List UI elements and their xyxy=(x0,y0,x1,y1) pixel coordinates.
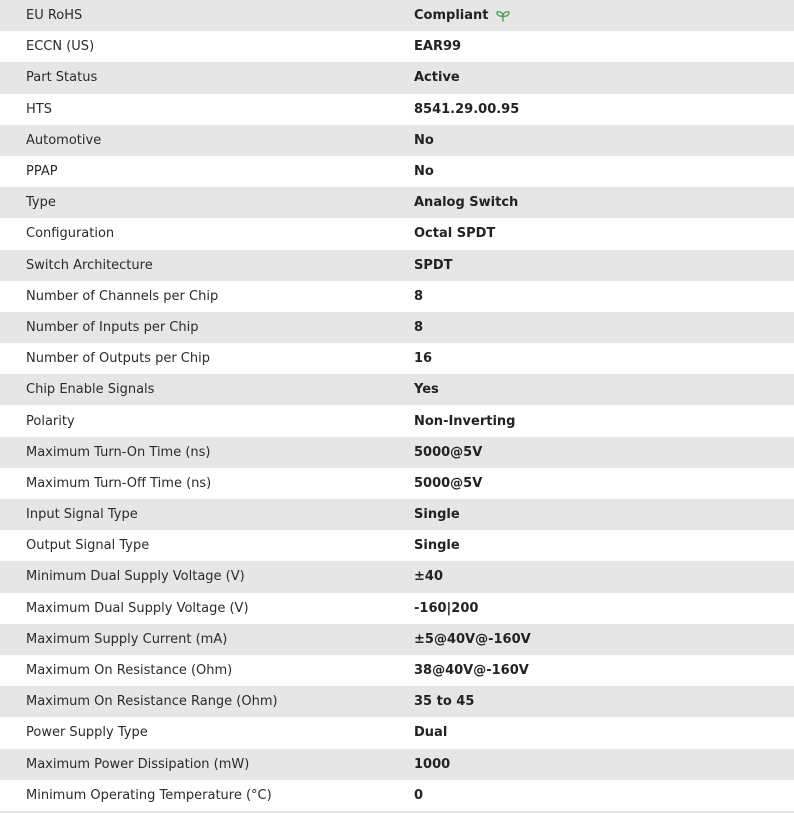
spec-label: EU RoHS xyxy=(26,8,83,24)
spec-label: Input Signal Type xyxy=(26,507,138,523)
spec-row xyxy=(0,94,794,125)
spec-label: Minimum Dual Supply Voltage (V) xyxy=(26,569,245,585)
spec-row xyxy=(0,250,794,281)
spec-value: 38@40V@-160V xyxy=(414,663,529,679)
spec-label: Maximum Supply Current (mA) xyxy=(26,631,228,647)
spec-label: Maximum Turn-Off Time (ns) xyxy=(26,475,212,491)
spec-row xyxy=(0,530,794,561)
spec-value: Analog Switch xyxy=(414,195,519,211)
spec-row xyxy=(0,374,794,405)
spec-row xyxy=(0,31,794,62)
spec-label: Configuration xyxy=(26,226,115,242)
spec-value: Octal SPDT xyxy=(414,226,496,242)
spec-label: Type xyxy=(26,195,56,211)
spec-value: Single xyxy=(414,507,460,523)
spec-value: 8 xyxy=(414,288,424,304)
spec-row xyxy=(0,125,794,156)
spec-value: No xyxy=(414,132,434,148)
spec-row xyxy=(0,624,794,655)
spec-label: Maximum On Resistance (Ohm) xyxy=(26,663,233,679)
spec-value-text: Compliant xyxy=(414,8,489,24)
spec-row xyxy=(0,780,794,811)
spec-row xyxy=(0,593,794,624)
spec-value: 0 xyxy=(414,787,424,803)
spec-row xyxy=(0,468,794,499)
spec-label: Polarity xyxy=(26,413,75,429)
spec-label: Maximum On Resistance Range (Ohm) xyxy=(26,694,278,710)
spec-value: 1000 xyxy=(414,756,451,772)
table-bottom-divider xyxy=(0,811,794,813)
spec-row xyxy=(0,561,794,592)
spec-value: 35 to 45 xyxy=(414,694,475,710)
spec-label: Number of Outputs per Chip xyxy=(26,351,210,367)
spec-label: Chip Enable Signals xyxy=(26,382,155,398)
eco-leaf-icon xyxy=(496,10,510,22)
spec-value: 16 xyxy=(414,351,433,367)
spec-label: Automotive xyxy=(26,132,102,148)
spec-label: Minimum Operating Temperature (°C) xyxy=(26,787,272,803)
spec-label: ECCN (US) xyxy=(26,39,95,55)
spec-label: Switch Architecture xyxy=(26,257,153,273)
spec-row xyxy=(0,343,794,374)
spec-row xyxy=(0,437,794,468)
spec-row xyxy=(0,686,794,717)
spec-row xyxy=(0,405,794,436)
spec-row xyxy=(0,499,794,530)
spec-label: Part Status xyxy=(26,70,98,86)
spec-label: Output Signal Type xyxy=(26,538,150,554)
spec-value: EAR99 xyxy=(414,39,462,55)
spec-value: Non-Inverting xyxy=(414,413,516,429)
spec-value: Single xyxy=(414,538,460,554)
spec-label: Maximum Turn-On Time (ns) xyxy=(26,444,211,460)
spec-row xyxy=(0,156,794,187)
spec-label: Number of Inputs per Chip xyxy=(26,319,199,335)
spec-value: -160|200 xyxy=(414,600,479,616)
spec-row xyxy=(0,749,794,780)
spec-value: 8 xyxy=(414,319,424,335)
spec-row xyxy=(0,62,794,93)
spec-row xyxy=(0,655,794,686)
spec-value: 8541.29.00.95 xyxy=(414,101,520,117)
spec-value: Active xyxy=(414,70,460,86)
spec-value xyxy=(414,8,510,23)
spec-label: HTS xyxy=(26,101,52,117)
spec-value: SPDT xyxy=(414,257,453,273)
spec-row xyxy=(0,187,794,218)
spec-label: Number of Channels per Chip xyxy=(26,288,219,304)
spec-label: Maximum Power Dissipation (mW) xyxy=(26,756,250,772)
spec-row xyxy=(0,0,794,31)
spec-value: 5000@5V xyxy=(414,475,483,491)
spec-value: Yes xyxy=(414,382,439,398)
spec-label: PPAP xyxy=(26,164,58,180)
spec-value: No xyxy=(414,164,434,180)
spec-value: ±40 xyxy=(414,569,443,585)
spec-row xyxy=(0,717,794,748)
spec-value: 5000@5V xyxy=(414,444,483,460)
spec-row xyxy=(0,218,794,249)
spec-value: Dual xyxy=(414,725,448,741)
spec-value: ±5@40V@-160V xyxy=(414,631,531,647)
spec-label: Power Supply Type xyxy=(26,725,148,741)
spec-row xyxy=(0,281,794,312)
spec-row xyxy=(0,312,794,343)
spec-label: Maximum Dual Supply Voltage (V) xyxy=(26,600,249,616)
